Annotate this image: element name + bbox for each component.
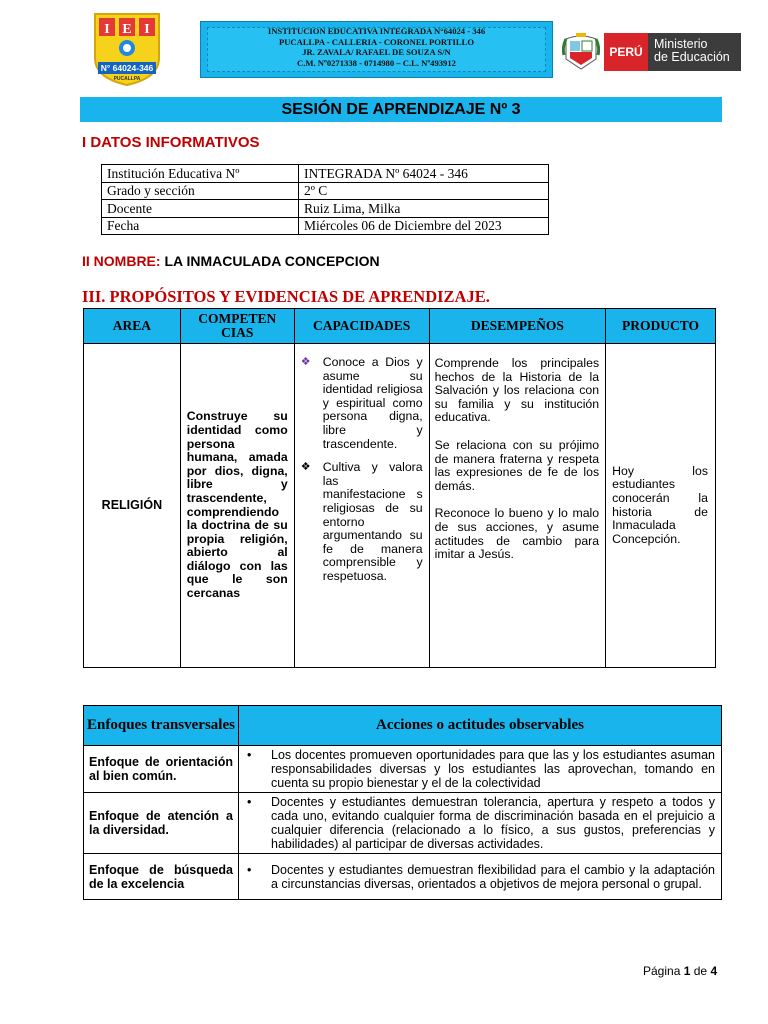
section-3-heading: III. PROPÓSITOS Y EVIDENCIAS DE APRENDIZAJE. bbox=[82, 287, 490, 306]
diamond-bullet-icon: ❖ bbox=[300, 461, 311, 474]
product-text: Hoy los estudiantes conocerán la historia de Inmaculada Concepción. bbox=[612, 463, 708, 546]
table-row bbox=[102, 165, 549, 183]
institution-line-1: INSTITUCION EDUCATIVA INTEGRADA N°64024 - 346 bbox=[267, 26, 486, 36]
institution-line-4: C.M. Nº0271338 - 0714980 – C.L. Nº493912 bbox=[297, 57, 456, 68]
capacity-text: Conoce a Dios y asume su identidad religiosa y espiritual como persona digna, libre y trascendente. bbox=[322, 355, 423, 451]
info-label: Docente bbox=[102, 200, 299, 218]
info-value: Miércoles 06 de Diciembre del 2023 bbox=[299, 217, 549, 235]
session-name: LA INMACULADA CONCEPCION bbox=[164, 253, 380, 269]
page-current: 1 bbox=[683, 964, 691, 978]
ministry-line-1: Ministerio bbox=[654, 37, 708, 51]
performance-text: Se relaciona con su prójimo de manera fraterna y respeta las expresiones de fe de los demás. bbox=[434, 437, 600, 493]
section-2-heading bbox=[82, 253, 380, 269]
section-1-heading: I DATOS INFORMATIVOS bbox=[82, 134, 260, 151]
approach-action-text: Docentes y estudiantes demuestran tolerancia, apertura y respeto a todos y cada uno, evitando cualquier forma de discriminación basada en el prejuicio a cualquier diferencia (relacionado a lo físico, a sus gustos, preferencias y habilidades) al participar de diversas actividades. bbox=[271, 795, 715, 851]
page-middle: de bbox=[693, 964, 708, 978]
approach-action-text: Docentes y estudiantes demuestran flexibilidad para el cambio y la adaptación a circunstancias diversas, orientados a objetivos de mejora personal o grupal. bbox=[271, 862, 715, 891]
area-cell: RELIGIÓN bbox=[84, 344, 181, 668]
info-label: Institución Educativa Nº bbox=[102, 165, 299, 183]
approach-action bbox=[239, 793, 722, 854]
approach-action bbox=[239, 746, 722, 793]
section-2-label: II NOMBRE: bbox=[82, 253, 161, 269]
institution-banner bbox=[200, 21, 553, 78]
competence-cell: Construye su identidad como persona humana, amada por dios, digna, libre y trascendente, comprendiendo la doctrina de su propia religión, abierto al diálogo con las que le son cercanas bbox=[180, 344, 294, 668]
bullet-icon: • bbox=[247, 862, 252, 877]
info-value: 2º C bbox=[299, 182, 549, 200]
logo-letter-3: I bbox=[144, 22, 150, 37]
page-prefix: Página bbox=[643, 964, 681, 978]
table-row bbox=[102, 200, 549, 218]
info-table bbox=[101, 164, 549, 235]
performances-cell bbox=[429, 344, 606, 668]
peru-label: PERÚ bbox=[604, 33, 648, 71]
header-area: AREA bbox=[84, 309, 181, 344]
purposes-table bbox=[83, 308, 716, 668]
list-item bbox=[299, 356, 423, 451]
table-row bbox=[84, 793, 722, 854]
approach-action bbox=[239, 854, 722, 900]
table-row bbox=[102, 217, 549, 235]
info-label: Grado y sección bbox=[102, 182, 299, 200]
info-value: Ruiz Lima, Milka bbox=[299, 200, 549, 218]
table-row bbox=[84, 746, 722, 793]
diamond-bullet-icon: ❖ bbox=[300, 356, 311, 368]
page-total: 4 bbox=[710, 964, 718, 978]
info-label: Fecha bbox=[102, 217, 299, 235]
header-approaches: Enfoques transversales bbox=[84, 706, 239, 746]
capacities-cell bbox=[294, 344, 429, 668]
table-row bbox=[84, 854, 722, 900]
performance-text: Comprende los principales hechos de la Historia de la Salvación y los relaciona con su familia y su institución educativa. bbox=[434, 356, 600, 425]
header-competencies: COMPETEN CIAS bbox=[180, 309, 294, 344]
header-capacities: CAPACIDADES bbox=[294, 309, 429, 344]
capacity-text: Cultiva y valora las manifestacione s religiosas de su entorno argumentando su fe de manera comprensible y respetuosa. bbox=[322, 460, 423, 583]
approach-name: Enfoque de atención a la diversidad. bbox=[84, 793, 239, 854]
table-row bbox=[102, 182, 549, 200]
institution-line-2: PUCALLPA - CALLERIA - CORONEL PORTILLO bbox=[278, 36, 475, 47]
table-row bbox=[84, 344, 716, 668]
product-cell bbox=[606, 344, 716, 668]
approaches-table bbox=[83, 705, 722, 900]
header-performances: DESEMPEÑOS bbox=[429, 309, 606, 344]
approach-action-text: Los docentes promueven oportunidades para que las y los estudiantes asuman responsabilidades diversas y los estudiantes las aprovechan, tomando en cuenta su propio bienestar y el de la colectividad bbox=[271, 748, 715, 790]
table-header-row bbox=[84, 706, 722, 746]
logo-letter-1: I bbox=[104, 22, 110, 37]
bullet-icon: • bbox=[247, 795, 252, 809]
info-value: INTEGRADA Nº 64024 - 346 bbox=[299, 165, 549, 183]
ministry-label bbox=[648, 33, 741, 71]
page-number bbox=[643, 964, 717, 978]
table-header-row bbox=[84, 309, 716, 344]
header-product: PRODUCTO bbox=[606, 309, 716, 344]
list-item bbox=[299, 461, 423, 583]
performance-text: Reconoce lo bueno y lo malo de sus acciones, y asume actitudes de cambio para imitar a Jesús. bbox=[434, 506, 600, 562]
header-actions: Acciones o actitudes observables bbox=[239, 706, 722, 746]
logo-city: PUCALLPA bbox=[113, 76, 141, 82]
school-logo bbox=[92, 12, 162, 86]
institution-line-3: JR. ZAVALA/ RAFAEL DE SOUZA S/N bbox=[302, 47, 451, 57]
approach-name: Enfoque de búsqueda de la excelencia bbox=[84, 854, 239, 900]
peru-coat-of-arms-icon bbox=[562, 33, 600, 71]
approach-name: Enfoque de orientación al bien común. bbox=[84, 746, 239, 793]
session-title: SESIÓN DE APRENDIZAJE Nº 3 bbox=[80, 97, 722, 122]
ministry-line-2: de Educación bbox=[654, 50, 730, 64]
logo-letter-2: E bbox=[122, 22, 132, 37]
logo-number: N° 64024-346 bbox=[100, 63, 154, 73]
bullet-icon: • bbox=[247, 748, 252, 762]
